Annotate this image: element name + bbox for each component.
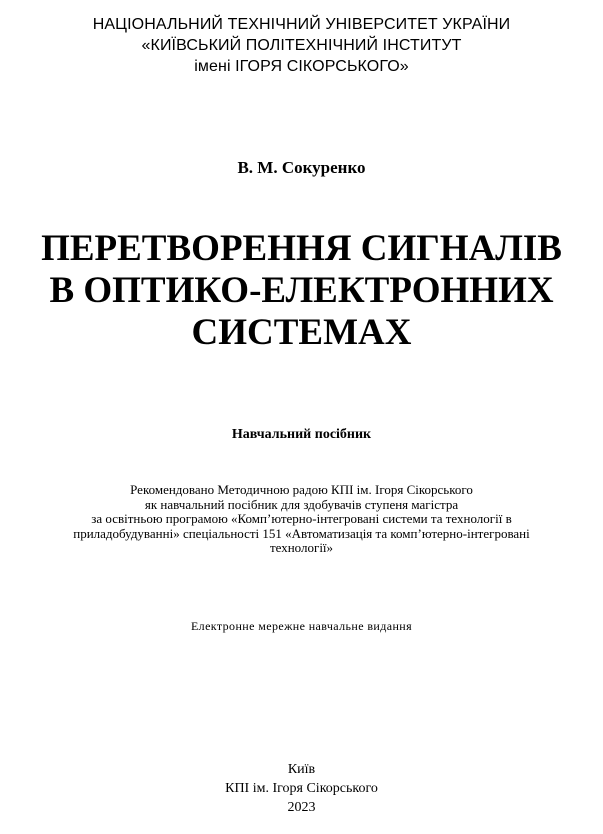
recommendation-line-3: за освітньою програмою «Комп’ютерно-інтегровані системи та технології в xyxy=(91,511,512,526)
author-name: В. М. Сокуренко xyxy=(237,158,366,177)
university-line-2: «КИЇВСЬКИЙ ПОЛІТЕХНІЧНИЙ ІНСТИТУТ xyxy=(141,37,462,54)
recommendation-line-1: Рекомендовано Методичною радою КПІ ім. Ігоря Сікорського xyxy=(130,482,473,497)
recommendation-line-2: як навчальний посібник для здобувачів ступеня магістра xyxy=(144,496,459,512)
university-line-3: імені ІГОРЯ СІКОРСЬКОГО» xyxy=(194,58,409,75)
book-title xyxy=(0,228,603,354)
title-line-3: СИСТЕМАХ xyxy=(191,312,412,353)
document-type: Навчальний посібник xyxy=(231,427,372,442)
title-line-1: ПЕРЕТВОРЕННЯ СИГНАЛІВ xyxy=(41,228,562,269)
imprint-city: Київ xyxy=(287,762,316,777)
recommendation-text xyxy=(0,483,603,556)
edition-note: Електронне мережне навчальне видання xyxy=(190,619,413,633)
imprint xyxy=(0,760,603,817)
imprint-year: 2023 xyxy=(287,800,316,815)
imprint-publisher: КПІ ім. Ігоря Сікорського xyxy=(225,781,378,796)
title-line-2: В ОПТИКО-ЕЛЕКТРОННИХ xyxy=(49,270,554,311)
university-line-1: НАЦІОНАЛЬНИЙ ТЕХНІЧНИЙ УНІВЕРСИТЕТ УКРАЇНИ xyxy=(92,16,511,33)
recommendation-line-5: технології» xyxy=(269,540,334,555)
university-header xyxy=(0,14,603,77)
recommendation-line-4: приладобудуванні» спеціальності 151 «Автоматизація та комп’ютерно-інтегровані xyxy=(73,525,530,541)
